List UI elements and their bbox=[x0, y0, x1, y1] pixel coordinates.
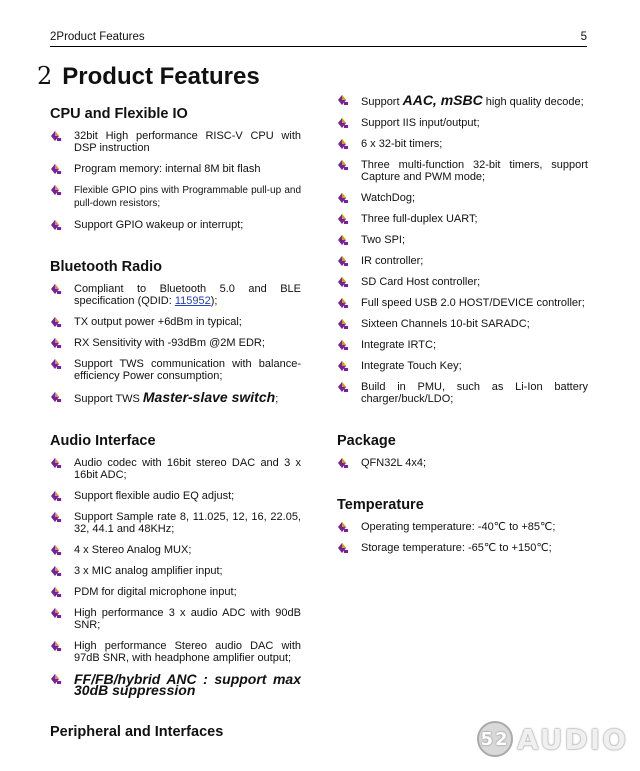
codec-emphasis: AAC, mSBC bbox=[402, 92, 483, 108]
bullet-icon bbox=[50, 316, 62, 328]
list-item: Two SPI; bbox=[337, 234, 588, 246]
bullet-icon bbox=[50, 283, 62, 295]
bullet-icon bbox=[50, 586, 62, 598]
header-page-number: 5 bbox=[580, 31, 587, 43]
list-item: QFN32L 4x4; bbox=[337, 457, 588, 469]
list-item: 6 x 32-bit timers; bbox=[337, 138, 588, 150]
bullet-icon bbox=[337, 381, 349, 393]
list-item: WatchDog; bbox=[337, 192, 588, 204]
header-section: 2Product Features bbox=[50, 31, 145, 43]
watermark-logo bbox=[477, 721, 628, 757]
bullet-icon bbox=[50, 565, 62, 577]
bullet-icon bbox=[50, 163, 62, 175]
bullet-icon bbox=[337, 192, 349, 204]
bullet-icon bbox=[337, 521, 349, 533]
list-item: Build in PMU, such as Li-Ion battery charger/buck/LDO; bbox=[337, 381, 588, 405]
bullet-icon bbox=[50, 184, 62, 196]
list-item: FF/FB/hybrid ANC : support max 30dB suppression bbox=[50, 673, 301, 696]
list-item: Three multi-function 32-bit timers, support Capture and PWM mode; bbox=[337, 159, 588, 183]
bullet-icon bbox=[50, 511, 62, 523]
list-item: 32bit High performance RISC-V CPU with DSP instruction bbox=[50, 130, 301, 154]
list-item: Support Sample rate 8, 11.025, 12, 16, 22.05, 32, 44.1 and 48KHz; bbox=[50, 511, 301, 535]
bullet-icon bbox=[337, 542, 349, 554]
bullet-icon bbox=[50, 130, 62, 142]
list-item: High performance 3 x audio ADC with 90dB SNR; bbox=[50, 607, 301, 631]
list-item: Three full-duplex UART; bbox=[337, 213, 588, 225]
list-item: Support TWS Master-slave switch; bbox=[50, 391, 301, 405]
list-item: Compliant to Bluetooth 5.0 and BLE specification (QDID: 115952); bbox=[50, 283, 301, 307]
list-item: 4 x Stereo Analog MUX; bbox=[50, 544, 301, 556]
package-heading: Package bbox=[337, 433, 396, 449]
watermark-badge: 52 bbox=[477, 721, 513, 757]
temperature-list bbox=[337, 521, 588, 554]
cpu-heading: CPU and Flexible IO bbox=[50, 106, 188, 122]
list-item: Full speed USB 2.0 HOST/DEVICE controller; bbox=[337, 297, 588, 309]
package-list bbox=[337, 457, 588, 469]
list-item: Storage temperature: -65℃ to +150℃; bbox=[337, 542, 588, 554]
bullet-icon bbox=[337, 318, 349, 330]
bullet-icon bbox=[337, 360, 349, 372]
list-item: Support TWS communication with balance-efficiency Power consumption; bbox=[50, 358, 301, 382]
list-item: Audio codec with 16bit stereo DAC and 3 x 16bit ADC; bbox=[50, 457, 301, 481]
peripheral-heading: Peripheral and Interfaces bbox=[50, 724, 224, 740]
page-title bbox=[37, 62, 260, 91]
list-item: TX output power +6dBm in typical; bbox=[50, 316, 301, 328]
title-text: Product Features bbox=[62, 63, 260, 90]
bullet-icon bbox=[337, 255, 349, 267]
list-item: High performance Stereo audio DAC with 97dB SNR, with headphone amplifier output; bbox=[50, 640, 301, 664]
qdid-link[interactable]: 115952 bbox=[174, 295, 211, 307]
title-number: 2 bbox=[37, 62, 53, 90]
bullet-icon bbox=[50, 219, 62, 231]
page-header bbox=[50, 31, 587, 47]
bullet-icon bbox=[50, 607, 62, 619]
peripheral-list bbox=[337, 94, 588, 405]
bullet-icon bbox=[337, 117, 349, 129]
bullet-icon bbox=[337, 276, 349, 288]
bullet-icon bbox=[337, 457, 349, 469]
list-item: Flexible GPIO pins with Programmable pull-up and pull-down resistors; bbox=[50, 184, 301, 210]
bullet-icon bbox=[50, 358, 62, 370]
list-item: Sixteen Channels 10-bit SARADC; bbox=[337, 318, 588, 330]
bullet-icon bbox=[337, 94, 349, 106]
bullet-icon bbox=[50, 544, 62, 556]
list-item: Program memory: internal 8M bit flash bbox=[50, 163, 301, 175]
list-item: Integrate IRTC; bbox=[337, 339, 588, 351]
watermark-text: AUDIO bbox=[516, 722, 628, 756]
list-item: IR controller; bbox=[337, 255, 588, 267]
bullet-icon bbox=[337, 339, 349, 351]
bullet-icon bbox=[50, 337, 62, 349]
bullet-icon bbox=[337, 138, 349, 150]
list-item: 3 x MIC analog amplifier input; bbox=[50, 565, 301, 577]
right-column bbox=[337, 94, 588, 563]
audio-heading: Audio Interface bbox=[50, 433, 156, 449]
tws-emphasis: Master-slave switch bbox=[142, 389, 276, 405]
bullet-icon bbox=[50, 490, 62, 502]
left-column bbox=[50, 104, 301, 748]
audio-list bbox=[50, 457, 301, 696]
bluetooth-list bbox=[50, 283, 301, 405]
temperature-heading: Temperature bbox=[337, 497, 424, 513]
list-item: Support AAC, mSBC high quality decode; bbox=[337, 94, 588, 108]
bullet-icon bbox=[50, 640, 62, 652]
bullet-icon bbox=[337, 234, 349, 246]
bullet-icon bbox=[50, 673, 62, 685]
list-item: Support GPIO wakeup or interrupt; bbox=[50, 219, 301, 231]
bullet-icon bbox=[337, 213, 349, 225]
bullet-icon bbox=[337, 297, 349, 309]
list-item: Support flexible audio EQ adjust; bbox=[50, 490, 301, 502]
bullet-icon bbox=[50, 457, 62, 469]
list-item: Integrate Touch Key; bbox=[337, 360, 588, 372]
list-item: SD Card Host controller; bbox=[337, 276, 588, 288]
list-item: Support IIS input/output; bbox=[337, 117, 588, 129]
list-item: RX Sensitivity with -93dBm @2M EDR; bbox=[50, 337, 301, 349]
list-item: Operating temperature: -40℃ to +85℃; bbox=[337, 521, 588, 533]
bullet-icon bbox=[337, 159, 349, 171]
bullet-icon bbox=[50, 391, 62, 403]
list-item: PDM for digital microphone input; bbox=[50, 586, 301, 598]
bluetooth-heading: Bluetooth Radio bbox=[50, 259, 162, 275]
cpu-list bbox=[50, 130, 301, 231]
